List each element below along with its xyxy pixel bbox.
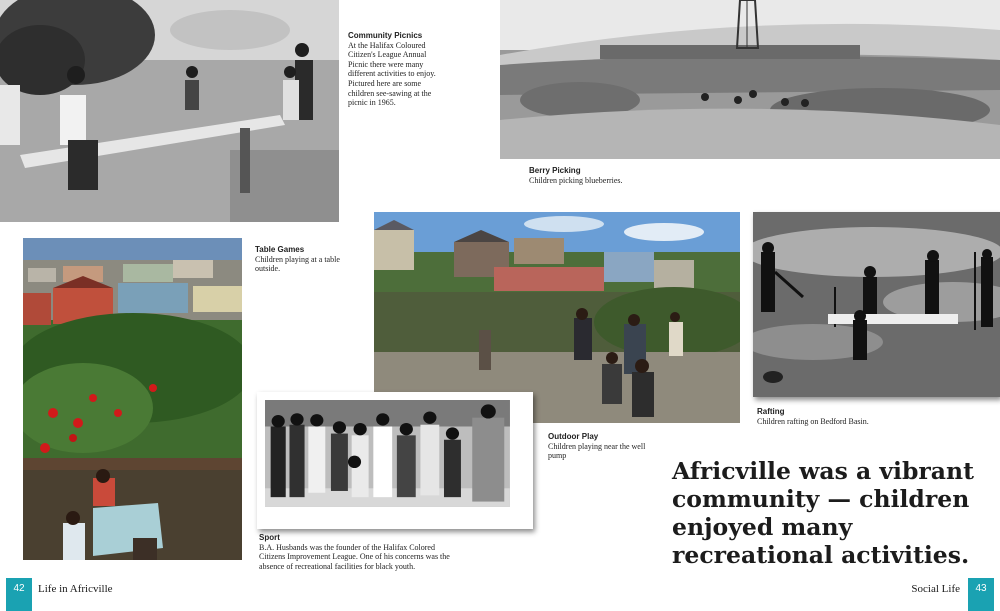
left-running-title: Life in Africville [38,583,113,595]
photo-seesaw-picnic [0,0,339,222]
photo-table-games [23,238,242,560]
photo-berry-picking [500,0,1000,159]
caption-title: Rafting [757,407,785,416]
caption-table-games [255,245,355,274]
caption-body: At the Halifax Coloured Citizen's League Annual Picnic there were many different activities to enjoy. Pictured here are some children see-sawing at the picnic in 1965. [348,40,436,108]
caption-berry-picking [529,166,689,185]
photo-sport-group [257,392,533,529]
caption-title: Berry Picking [529,166,581,175]
right-page-number: 43 [968,578,994,611]
caption-body: Children playing near the well pump [548,441,646,461]
caption-body: Children picking blueberries. [529,175,623,185]
caption-title: Community Picnics [348,31,423,40]
caption-body: B.A. Husbands was the founder of the Halifax Colored Citizens Improvement League. One of his concerns was the absence of recreational facilities for black youth. [259,542,450,571]
caption-title: Sport [259,533,280,542]
caption-sport [259,533,459,571]
right-running-title: Social Life [911,583,960,595]
caption-title: Table Games [255,245,305,254]
caption-outdoor-play [548,432,648,461]
photo-rafting [753,212,1000,397]
caption-community-picnics [348,31,448,108]
left-page-number: 42 [6,578,32,611]
caption-body: Children rafting on Bedford Basin. [757,416,869,426]
caption-rafting [757,407,937,426]
headline-quote: Africville was a vibrant community — children enjoyed many recreational activities. [672,457,974,569]
caption-body: Children playing at a table outside. [255,254,340,274]
caption-title: Outdoor Play [548,432,599,441]
